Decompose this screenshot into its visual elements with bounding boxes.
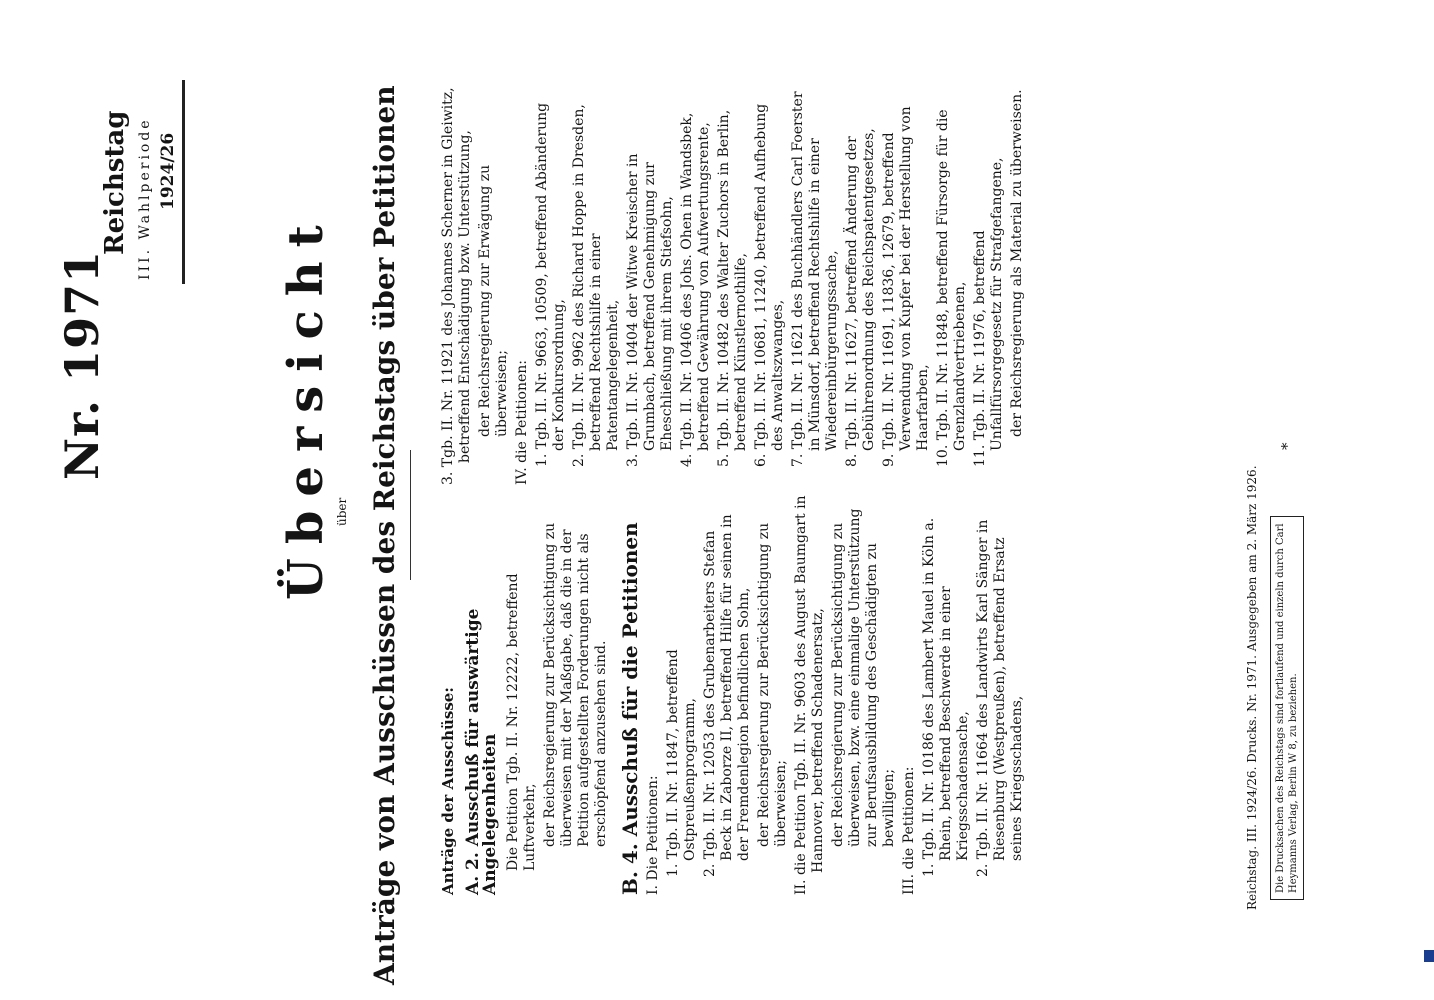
page-subtitle: Anträge von Ausschüssen des Reichstags über Petitionen [368, 85, 401, 985]
list-heading: III. die Petitionen: [901, 766, 917, 895]
section-heading: Anträge der Ausschüsse: [439, 687, 457, 895]
list-item: 3. Tgb. II. Nr. 11921 des Johannes Scherner in Gleiwitz, betreffend Entschädigung bzw. Unterstützung, [440, 87, 473, 485]
document-number: Nr. 1971 [55, 249, 109, 480]
list-item: 11. Tgb. II. Nr. 11976, betreffend Unfallfürsorgegesetz für Strafgefangene, [972, 157, 1005, 467]
left-column [440, 495, 1029, 895]
title-connector: über [335, 497, 349, 526]
list-item: 5. Tgb. II. Nr. 10482 des Walter Zuchors in Berlin, betreffend Künstlernothilfe, [716, 109, 749, 467]
star-mark: * [1278, 442, 1296, 450]
list-item: 8. Tgb. II. Nr. 11627, betreffend Änderung der Gebührenordnung des Reichspatentgesetzes, [844, 128, 877, 467]
list-item: 1. Tgb. II. Nr. 10186 des Lambert Mauel in Köln a. Rhein, betreffend Beschwerde in einer Kriegsschadensache, [921, 517, 971, 877]
right-column [440, 85, 1029, 485]
decision-text: der Reichsregierung zur Erwägung zu überweisen; [477, 164, 510, 437]
list-item: 1. Tgb. II. Nr. 11847, betreffend Ostpreußenprogramm, [665, 649, 698, 877]
list-item: II. die Petition Tgb. II. Nr. 9603 des August Baumgart in Hannover, betreffend Schadenersatz, [793, 495, 826, 895]
list-item: 2. Tgb. II. Nr. 11664 des Landwirts Karl Sänger in Riesenburg (Westpreußen), betreffend Ersatz seines Kriegsschadens, [975, 519, 1025, 877]
period-years: 1924/26 [158, 132, 178, 210]
list-heading: I. Die Petitionen: [645, 775, 661, 895]
reichstag-title: Reichstag [100, 110, 130, 255]
decision-text: der Reichsregierung zur Berücksichtigung zu überweisen, bzw. eine einmalige Unterstützung zur Berufsausbildung des Geschädigten zu bewilligen; [830, 508, 897, 847]
imprint-line: Reichstag. III. 1924/26. Drucks. Nr. 1971. Ausgegeben am 2. März 1926. [1245, 465, 1259, 910]
paragraph: Die Petition Tgb. II. Nr. 12222, betreffend Luftverkehr, [505, 573, 538, 871]
distribution-notice: Die Drucksachen des Reichstags sind fortlaufend und einzeln durch Carl Heymanns Verlag, Berlin W 8, zu beziehen. [1270, 516, 1304, 900]
title-separator [410, 450, 411, 580]
list-item: 10. Tgb. II. Nr. 11848, betreffend Fürsorge für die Grenzlandvertriebenen, [935, 109, 968, 467]
list-item: 4. Tgb. II. Nr. 10406 des Johs. Ohen in Wandsbek, betreffend Gewährung von Aufwertungsrente, [679, 112, 712, 467]
section-a-heading: A. 2. Ausschuß für auswärtige Angelegenheiten [463, 608, 500, 895]
list-item: 3. Tgb. II. Nr. 10404 der Witwe Kreischer in Grumbach, betreffend Genehmigung zur Eheschließung mit ihrem Stiefsohn, [625, 153, 675, 467]
list-item: 2. Tgb. II. Nr. 12053 des Grubenarbeiters Stefan Beck in Zaborze II, betreffend Hilfe für seinen in der Fremdenlegion befindlichen Sohn, [702, 514, 752, 877]
list-item: 2. Tgb. II. Nr. 9962 des Richard Hoppe in Dresden, betreffend Rechtshilfe in einer Patentangelegenheit, [571, 104, 621, 467]
digitization-note [1410, 8, 1430, 988]
list-heading: IV. die Petitionen: [514, 359, 530, 485]
decision-text: der Reichsregierung als Material zu überweisen. [1009, 89, 1025, 437]
decision-text: der Reichsregierung zur Berücksichtigung zu überweisen mit der Maßgabe, daß die in der Petition aufgestellten Forderungen nicht als erschöpfend anzusehen sind. [542, 522, 609, 847]
decision-text: der Reichsregierung zur Berücksichtigung zu überweisen; [756, 522, 789, 847]
period-label: III. Wahlperiode [137, 117, 153, 280]
dfg-logo [1424, 950, 1434, 962]
page-title: Übersicht [278, 211, 334, 600]
list-item: 7. Tgb. II. Nr. 11621 des Buchhändlers Carl Foerster in Münsdorf, betreffend Rechtshilfe in einer Wiedereinbürgerungssache, [790, 91, 840, 467]
list-item: 6. Tgb. II. Nr. 10681, 11240, betreffend Aufhebung des Anwaltszwanges, [753, 103, 786, 467]
section-b-heading: B. 4. Ausschuß für die Petitionen [618, 522, 642, 895]
list-item: 1. Tgb. II. Nr. 9663, 10509, betreffend Abänderung der Konkursordnung, [534, 102, 567, 467]
list-item: 9. Tgb. II. Nr. 11691, 11836, 12679, betreffend Verwendung von Kupfer bei der Herstellung von Haarfarben, [881, 106, 931, 467]
header-rule [182, 80, 185, 284]
